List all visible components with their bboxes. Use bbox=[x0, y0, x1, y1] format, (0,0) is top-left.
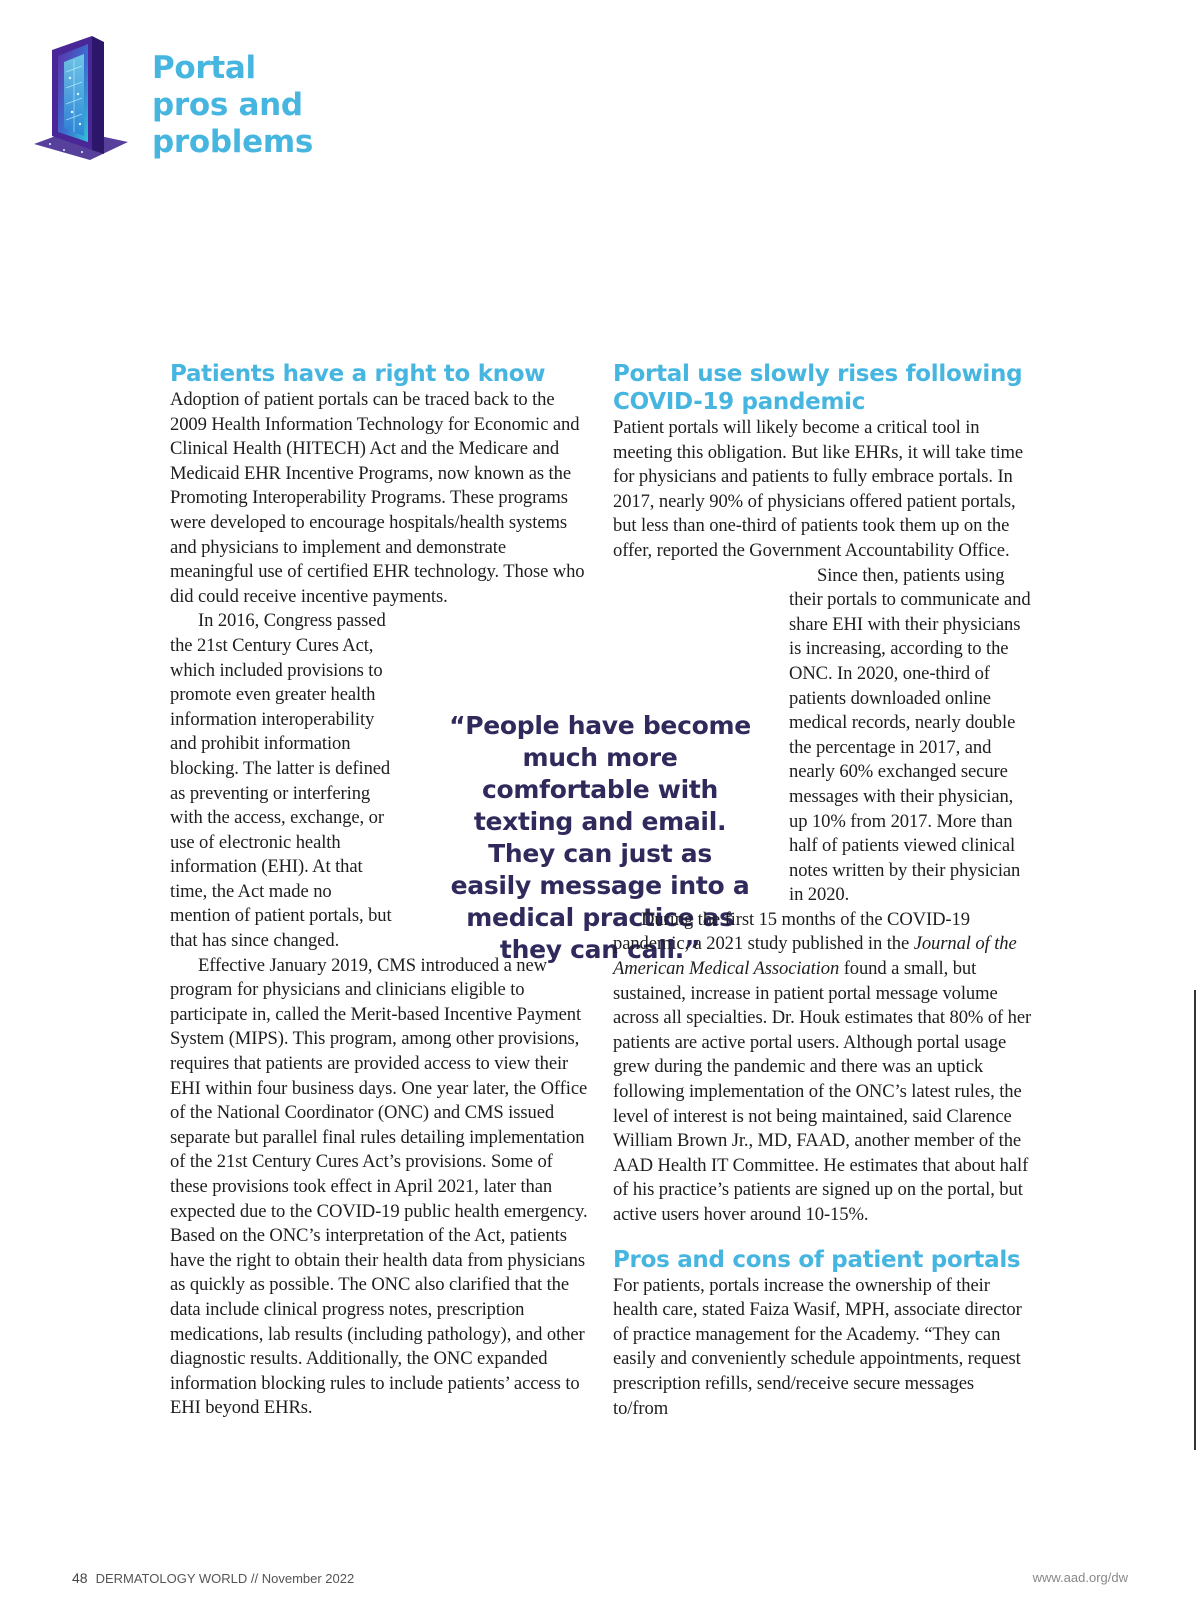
paragraph: In 2016, Congress passed the 21st Century Cures Act, which included provisions to promote even greater health information interoperability and prohibit information blocking. The latter is defined as preventing or interfering with the access, exchange, or use of electronic health information (EHI). At that time, the Act made no mention of patient portals, but that has since changed. bbox=[170, 610, 392, 952]
footer-left bbox=[72, 1570, 354, 1586]
page-edge-rule bbox=[1194, 990, 1196, 1450]
heading-patients-right: Patients have a right to know bbox=[170, 361, 546, 387]
section-title-line: pros and bbox=[152, 87, 303, 123]
section-title-line: Portal bbox=[152, 50, 256, 86]
publication-name: DERMATOLOGY WORLD // November 2022 bbox=[95, 1571, 355, 1586]
portal-door-illustration bbox=[30, 32, 142, 162]
paragraph: Adoption of patient portals can be traced back to the 2009 Health Information Technology for Economic and Clinical Health (HITECH) Act and the Medicare and Medicaid EHR Incentive Programs, now known as the Promoting Interoperability Programs. These programs were developed to encourage hospitals/health systems and physicians to implement and demonstrate meaningful use of certified EHR technology. Those who did could receive incentive payments. bbox=[170, 389, 585, 607]
paragraph: Since then, patients using their portals to communicate and share EHI with their physicians is increasing, according to the ONC. In 2020, one-third of patients downloaded online medical records, nearly double the percentage in 2017, and nearly 60% exchanged secure messages with their physician, up 10% from 2017. More than half of patients viewed clinical notes written by their physician in 2020. bbox=[789, 564, 1031, 906]
paragraph: Effective January 2019, CMS introduced a new program for physicians and clinicians eligible to participate in, called the Merit-based Incentive Payment System (MIPS). This program, among other provisions, requires that patients are provided access to view their EHI within four business days. One year later, the Office of the National Coordinator (ONC) and CMS issued separate but parallel final rules detailing implementation of the 21st Century Cures Act’s provisions. Some of these provisions took effect in April 2021, later than expected due to the COVID-19 public health emergency. Based on the ONC’s interpretation of the Act, patients have the right to obtain their health data from physicians as quickly as possible. The ONC also clarified that the data include clinical progress notes, prescription medications, lab results (including pathology), and other diagnostic results. Additionally, the ONC expanded information blocking rules to include patients’ access to EHI beyond EHRs. bbox=[170, 954, 588, 1419]
text-run: During the first 15 months of the COVID-19 pandemic, a 2021 study published in the bbox=[613, 908, 970, 955]
paragraph bbox=[613, 908, 1033, 1228]
footer-url: www.aad.org/dw bbox=[1032, 1570, 1128, 1585]
pull-quote-spacer bbox=[613, 564, 789, 886]
pull-quote: “People have become much more comfortable with texting and email. They can just as easily message into a medical practice as they can call.” bbox=[449, 711, 751, 964]
heading-portal-use: Portal use slowly rises following COVID-19 pandemic bbox=[613, 361, 1023, 415]
text-run: found a small, but sustained, increase in patient portal message volume across all specialties. Dr. Houk estimates that 80% of her patients are active portal users. Although portal usage grew during the pandemic and there was an uptick following implementation of the ONC’s latest rules, the level of interest is not being maintained, said Clarence William Brown Jr., MD, FAAD, another member of the AAD Health IT Committee. He estimates that about half of his practice’s patients are signed up on the portal, but active users hover around 10-15%. bbox=[613, 958, 1032, 1225]
page-number: 48 bbox=[72, 1570, 88, 1586]
paragraph: For patients, portals increase the ownership of their health care, stated Faiza Wasif, MPH, associate director of practice management for the Academy. “They can easily and conveniently schedule appointments, request prescription refills, send/receive secure messages to/from bbox=[613, 1274, 1022, 1419]
paragraph: Patient portals will likely become a critical tool in meeting this obligation. But like EHRs, it will take time for physicians and patients to fully embrace portals. In 2017, nearly 90% of physicians offered patient portals, but less than one-third of patients took them up on the offer, reported the Government Accountability Office. bbox=[613, 417, 1024, 561]
section-title bbox=[152, 50, 313, 161]
heading-pros-cons: Pros and cons of patient portals bbox=[613, 1246, 1021, 1273]
journal-title: Journal of the American Medical Association bbox=[613, 933, 1017, 980]
section-title-line: problems bbox=[152, 124, 313, 160]
right-column bbox=[613, 360, 1033, 1421]
